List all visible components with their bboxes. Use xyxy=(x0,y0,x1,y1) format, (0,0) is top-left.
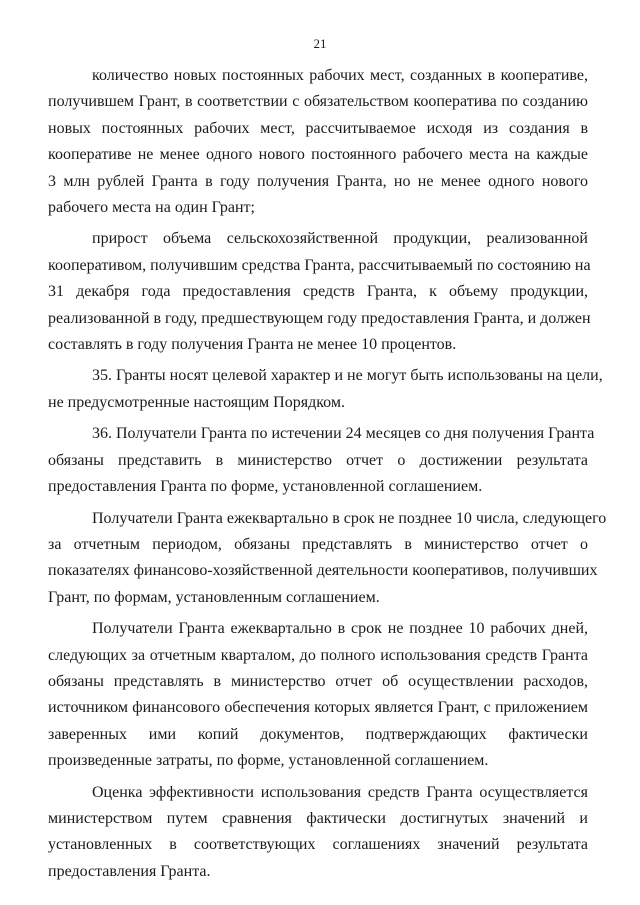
text-line: реализованной в году, предшествующем году предоставления Гранта, и должен xyxy=(48,309,591,327)
text-line: произведенные затраты, по форме, установленной соглашением. xyxy=(48,752,489,770)
text-line: заверенных ими копий документов, подтверждающих фактически xyxy=(48,725,588,743)
text-line: прирост объема сельскохозяйственной продукции, реализованной xyxy=(92,230,588,248)
text-line: источником финансового обеспечения которых является Грант, с приложением xyxy=(48,699,588,717)
paragraph-36 xyxy=(48,421,595,500)
paragraph-quarterly-financial xyxy=(48,506,607,612)
text-line: министерством путем сравнения фактически достигнутых значений и xyxy=(48,809,588,827)
document-body xyxy=(48,63,607,890)
paragraph-35 xyxy=(48,363,603,416)
text-line: 35. Гранты носят целевой характер и не могут быть использованы на цели, xyxy=(92,367,603,385)
text-line: предоставления Гранта по форме, установленной соглашением. xyxy=(48,478,483,496)
text-line: 36. Получатели Гранта по истечении 24 месяцев со дня получения Гранта xyxy=(92,425,595,443)
text-line: обязаны представлять в министерство отчет об осуществлении расходов, xyxy=(48,672,588,690)
text-line: Получатели Гранта ежеквартально в срок не позднее 10 числа, следующего xyxy=(92,509,607,527)
text-line: следующих за отчетным кварталом, до полного использования средств Гранта xyxy=(48,646,588,664)
text-line: 31 декабря года предоставления средств Гранта, к объему продукции, xyxy=(48,283,588,301)
text-line: кооперативом, получившим средства Гранта, рассчитываемый по состоянию на xyxy=(48,256,591,274)
text-line: получившем Грант, в соответствии с обязательством кооператива по созданию xyxy=(48,93,588,111)
paragraph-quarterly-expenses xyxy=(48,616,588,774)
text-line: 3 млн рублей Гранта в году получения Гранта, но не менее одного нового xyxy=(48,172,588,190)
text-line: количество новых постоянных рабочих мест, созданных в кооперативе, xyxy=(92,67,588,84)
paragraph-efficiency-evaluation xyxy=(48,780,588,886)
text-line: Оценка эффективности использования средств Гранта осуществляется xyxy=(92,783,588,801)
paragraph-production-growth xyxy=(48,226,591,358)
text-line: не предусмотренные настоящим Порядком. xyxy=(48,393,345,411)
text-line: предоставления Гранта. xyxy=(48,862,211,880)
text-line: показателях финансово-хозяйственной деятельности кооперативов, получивших xyxy=(48,562,598,580)
text-line: установленных в соответствующих соглашениях значений результата xyxy=(48,836,588,854)
page-number: 21 xyxy=(313,36,327,51)
paragraph-new-jobs xyxy=(48,63,588,221)
text-line: кооперативе не менее одного нового постоянного рабочего места на каждые xyxy=(48,146,588,164)
text-line: составлять в году получения Гранта не менее 10 процентов. xyxy=(48,336,457,354)
text-line: Грант, по формам, установленным соглашением. xyxy=(48,588,380,606)
text-line: обязаны представить в министерство отчет о достижении результата xyxy=(48,451,588,469)
text-line: Получатели Гранта ежеквартально в срок не позднее 10 рабочих дней, xyxy=(92,620,588,638)
text-line: новых постоянных рабочих мест, рассчитываемое исходя из создания в xyxy=(48,119,588,137)
text-line: за отчетным периодом, обязаны представлять в министерство отчет о xyxy=(48,535,588,553)
text-line: рабочего места на один Грант; xyxy=(48,199,255,217)
